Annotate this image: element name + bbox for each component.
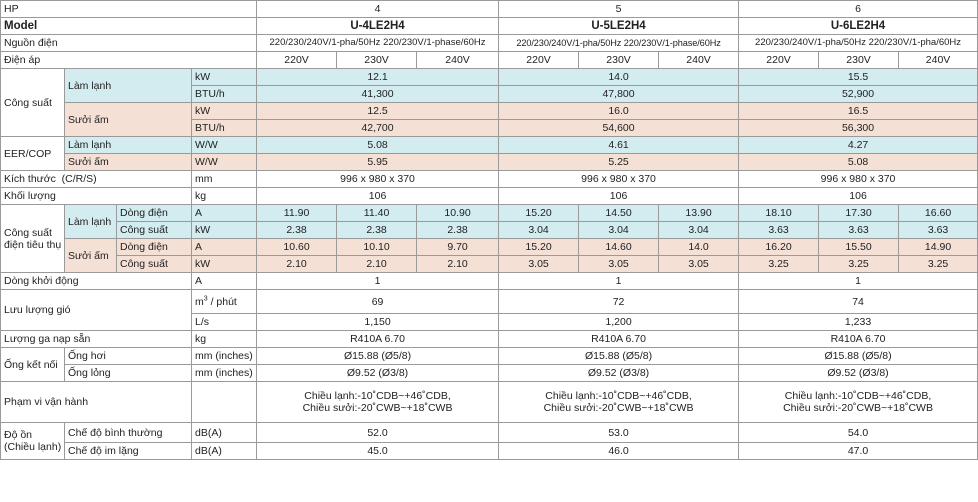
unit-kg: kg <box>192 188 257 205</box>
unit-kw: kW <box>192 256 257 273</box>
hp-value: 6 <box>739 1 978 18</box>
airflow-ls-value: 1,150 <box>257 314 499 331</box>
voltage-value: 220V <box>499 52 579 69</box>
cool-btuh-value: 41,300 <box>257 86 499 103</box>
heat-kw-value: 12.5 <box>257 103 499 120</box>
normal-mode-label: Chế độ bình thường <box>65 423 192 443</box>
liquid-pipe-label: Ống lỏng <box>65 365 192 382</box>
cool-power-value: 3.04 <box>579 222 659 239</box>
dimensions-value: 996 x 980 x 370 <box>499 171 739 188</box>
cool-power-value: 3.63 <box>899 222 978 239</box>
unit-dba: dB(A) <box>192 423 257 443</box>
cool-power-value: 2.38 <box>417 222 499 239</box>
hp-value: 4 <box>257 1 499 18</box>
unit-kw: kW <box>192 222 257 239</box>
power-source-label: Nguồn điện <box>1 35 257 52</box>
unit-a: A <box>192 273 257 290</box>
row-airflow-m3 <box>1 290 978 314</box>
cool-current-value: 18.10 <box>739 205 819 222</box>
heat-current-value: 9.70 <box>417 239 499 256</box>
cool-power-value: 2.38 <box>257 222 337 239</box>
heat-current-value: 14.90 <box>899 239 978 256</box>
starting-current-value: 1 <box>739 273 978 290</box>
weight-label: Khối lượng <box>1 188 192 205</box>
airflow-label: Lưu lượng gió <box>1 290 192 331</box>
model-name: U-4LE2H4 <box>257 18 499 35</box>
heating-label: Sưởi ấm <box>65 239 117 273</box>
voltage-value: 230V <box>579 52 659 69</box>
eer-cop-label: EER/COP <box>1 137 65 171</box>
power-label: Công suất <box>117 256 192 273</box>
cool-current-value: 10.90 <box>417 205 499 222</box>
op-heat-text: Chiều sưởi:-20˚CWB~+18˚CWB <box>543 402 694 414</box>
weight-value: 106 <box>257 188 499 205</box>
op-heat-text: Chiều sưởi:-20˚CWB~+18˚CWB <box>783 402 933 414</box>
row-weight <box>1 188 978 205</box>
noise-normal-value: 52.0 <box>257 423 499 443</box>
cool-current-value: 17.30 <box>819 205 899 222</box>
heat-current-value: 10.10 <box>337 239 417 256</box>
op-heat-text: Chiều sưởi:-20˚CWB~+18˚CWB <box>302 402 453 414</box>
row-heat-power <box>1 256 978 273</box>
unit-ww: W/W <box>192 154 257 171</box>
unit-ls: L/s <box>192 314 257 331</box>
row-cop <box>1 154 978 171</box>
cool-power-value: 3.63 <box>739 222 819 239</box>
row-eer <box>1 137 978 154</box>
unit-kw: kW <box>192 69 257 86</box>
gas-pipe-value: Ø15.88 (Ø5/8) <box>257 348 499 365</box>
cool-power-value: 3.04 <box>499 222 579 239</box>
heat-current-value: 14.60 <box>579 239 659 256</box>
eer-value: 4.61 <box>499 137 739 154</box>
cooling-label: Làm lạnh <box>65 205 117 239</box>
airflow-m3-value: 74 <box>739 290 978 314</box>
cool-current-value: 15.20 <box>499 205 579 222</box>
row-power-source <box>1 35 978 52</box>
op-cool-text: Chiều lạnh:-10˚CDB~+46˚CDB, <box>784 390 932 402</box>
noise-quiet-value: 46.0 <box>499 443 739 460</box>
cop-value: 5.08 <box>739 154 978 171</box>
hp-label: HP <box>1 1 257 18</box>
row-voltage <box>1 52 978 69</box>
cop-value: 5.25 <box>499 154 739 171</box>
eer-value: 4.27 <box>739 137 978 154</box>
voltage-value: 230V <box>819 52 899 69</box>
voltage-value: 220V <box>739 52 819 69</box>
voltage-value: 220V <box>257 52 337 69</box>
unit-btuh: BTU/h <box>192 120 257 137</box>
quiet-mode-label: Chế độ im lặng <box>65 443 192 460</box>
heat-current-value: 14.0 <box>659 239 739 256</box>
heat-power-value: 3.25 <box>739 256 819 273</box>
row-cool-current <box>1 205 978 222</box>
gas-pipe-value: Ø15.88 (Ø5/8) <box>739 348 978 365</box>
cool-current-value: 11.90 <box>257 205 337 222</box>
heating-label: Sưởi ấm <box>65 154 192 171</box>
cool-btuh-value: 47,800 <box>499 86 739 103</box>
operating-range-value <box>257 382 499 423</box>
op-cool-text: Chiều lạnh:-10˚CDB~+46˚CDB, <box>545 390 692 402</box>
row-dimensions <box>1 171 978 188</box>
heat-power-value: 3.05 <box>499 256 579 273</box>
operating-range-value <box>739 382 978 423</box>
row-cool-kw <box>1 69 978 86</box>
cool-power-value: 3.04 <box>659 222 739 239</box>
row-refrigerant <box>1 331 978 348</box>
cool-power-value: 3.63 <box>819 222 899 239</box>
heat-kw-value: 16.0 <box>499 103 739 120</box>
current-label: Dòng điện <box>117 239 192 256</box>
starting-current-value: 1 <box>499 273 739 290</box>
gas-pipe-value: Ø15.88 (Ø5/8) <box>499 348 739 365</box>
power-source-value: 220/230/240V/1-pha/50Hz 220/230V/1-pha/60Hz <box>739 35 978 52</box>
noise-label <box>1 423 65 460</box>
unit-dba: dB(A) <box>192 443 257 460</box>
heat-btuh-value: 54,600 <box>499 120 739 137</box>
unit-m3-sup: 3 <box>203 295 208 302</box>
current-label: Dòng điện <box>117 205 192 222</box>
voltage-value: 240V <box>899 52 978 69</box>
unit-btuh: BTU/h <box>192 86 257 103</box>
airflow-m3-value: 69 <box>257 290 499 314</box>
starting-current-label: Dòng khởi động <box>1 273 192 290</box>
dimensions-value: 996 x 980 x 370 <box>257 171 499 188</box>
unit-mm: mm <box>192 171 257 188</box>
noise-quiet-value: 47.0 <box>739 443 978 460</box>
gas-pipe-label: Ống hơi <box>65 348 192 365</box>
power-source-value: 220/230/240V/1-pha/50Hz 220/230V/1-phase/60Hz <box>257 35 499 52</box>
power-consumption-line-2: điện tiêu thụ <box>4 238 62 251</box>
airflow-ls-value: 1,233 <box>739 314 978 331</box>
liquid-pipe-value: Ø9.52 (Ø3/8) <box>499 365 739 382</box>
voltage-value: 240V <box>417 52 499 69</box>
airflow-ls-value: 1,200 <box>499 314 739 331</box>
heat-power-value: 2.10 <box>257 256 337 273</box>
voltage-value: 240V <box>659 52 739 69</box>
unit-mm-inches: mm (inches) <box>192 348 257 365</box>
model-label: Model <box>1 18 257 35</box>
cool-current-value: 13.90 <box>659 205 739 222</box>
heat-current-value: 15.50 <box>819 239 899 256</box>
pipe-label: Ống kết nối <box>1 348 65 382</box>
heat-power-value: 3.05 <box>659 256 739 273</box>
liquid-pipe-value: Ø9.52 (Ø3/8) <box>739 365 978 382</box>
starting-current-value: 1 <box>257 273 499 290</box>
heat-btuh-value: 56,300 <box>739 120 978 137</box>
cooling-label: Làm lạnh <box>65 137 192 154</box>
cooling-label: Làm lạnh <box>65 69 192 103</box>
cool-current-value: 11.40 <box>337 205 417 222</box>
weight-value: 106 <box>499 188 739 205</box>
unit-mm-inches: mm (inches) <box>192 365 257 382</box>
power-label: Công suất <box>117 222 192 239</box>
power-source-value: 220/230/240V/1-pha/50Hz 220/230V/1-phase/60Hz <box>499 35 739 52</box>
operating-range-label: Phạm vi vận hành <box>1 382 192 423</box>
row-cool-power <box>1 222 978 239</box>
cool-kw-value: 12.1 <box>257 69 499 86</box>
capacity-label: Công suất <box>1 69 65 137</box>
model-name: U-6LE2H4 <box>739 18 978 35</box>
heat-power-value: 3.05 <box>579 256 659 273</box>
noise-line-1: Độ ồn <box>4 429 33 441</box>
heat-power-value: 2.10 <box>417 256 499 273</box>
refrigerant-value: R410A 6.70 <box>499 331 739 348</box>
cool-kw-value: 15.5 <box>739 69 978 86</box>
unit-m3-base: m <box>195 295 204 308</box>
voltage-value: 230V <box>337 52 417 69</box>
heat-power-value: 3.25 <box>819 256 899 273</box>
airflow-m3-value: 72 <box>499 290 739 314</box>
dimensions-label: Kích thước (C/R/S) <box>1 171 192 188</box>
op-cool-text: Chiều lạnh:-10˚CDB~+46˚CDB, <box>304 390 451 402</box>
unit-kg: kg <box>192 331 257 348</box>
eer-value: 5.08 <box>257 137 499 154</box>
row-starting-current <box>1 273 978 290</box>
row-heat-current <box>1 239 978 256</box>
heating-label: Sưởi ấm <box>65 103 192 137</box>
unit-a: A <box>192 205 257 222</box>
operating-range-value <box>499 382 739 423</box>
cool-kw-value: 14.0 <box>499 69 739 86</box>
unit-a: A <box>192 239 257 256</box>
liquid-pipe-value: Ø9.52 (Ø3/8) <box>257 365 499 382</box>
operating-range-unit-empty <box>192 382 257 423</box>
heat-kw-value: 16.5 <box>739 103 978 120</box>
noise-normal-value: 54.0 <box>739 423 978 443</box>
row-heat-kw <box>1 103 978 120</box>
row-gas-pipe <box>1 348 978 365</box>
cop-value: 5.95 <box>257 154 499 171</box>
hp-value: 5 <box>499 1 739 18</box>
row-noise-quiet <box>1 443 978 460</box>
heat-btuh-value: 42,700 <box>257 120 499 137</box>
weight-value: 106 <box>739 188 978 205</box>
noise-quiet-value: 45.0 <box>257 443 499 460</box>
row-model <box>1 18 978 35</box>
row-hp <box>1 1 978 18</box>
heat-current-value: 16.20 <box>739 239 819 256</box>
dimensions-value: 996 x 980 x 370 <box>739 171 978 188</box>
power-consumption-line-1: Công suất <box>4 226 52 239</box>
unit-m3-rest: / phút <box>207 295 237 308</box>
heat-power-value: 3.25 <box>899 256 978 273</box>
noise-normal-value: 53.0 <box>499 423 739 443</box>
heat-current-value: 15.20 <box>499 239 579 256</box>
refrigerant-value: R410A 6.70 <box>257 331 499 348</box>
power-consumption-label <box>1 205 65 273</box>
unit-m3-per-min <box>192 290 257 314</box>
voltage-label: Điện áp <box>1 52 257 69</box>
model-name: U-5LE2H4 <box>499 18 739 35</box>
unit-kw: kW <box>192 103 257 120</box>
cool-current-value: 16.60 <box>899 205 978 222</box>
row-noise-normal <box>1 423 978 443</box>
row-liquid-pipe <box>1 365 978 382</box>
refrigerant-value: R410A 6.70 <box>739 331 978 348</box>
heat-current-value: 10.60 <box>257 239 337 256</box>
cool-power-value: 2.38 <box>337 222 417 239</box>
heat-power-value: 2.10 <box>337 256 417 273</box>
refrigerant-label: Lượng ga nạp sẵn <box>1 331 192 348</box>
cool-btuh-value: 52,900 <box>739 86 978 103</box>
unit-ww: W/W <box>192 137 257 154</box>
row-operating-range <box>1 382 978 423</box>
cool-current-value: 14.50 <box>579 205 659 222</box>
noise-line-2: (Chiều lạnh) <box>4 441 62 453</box>
